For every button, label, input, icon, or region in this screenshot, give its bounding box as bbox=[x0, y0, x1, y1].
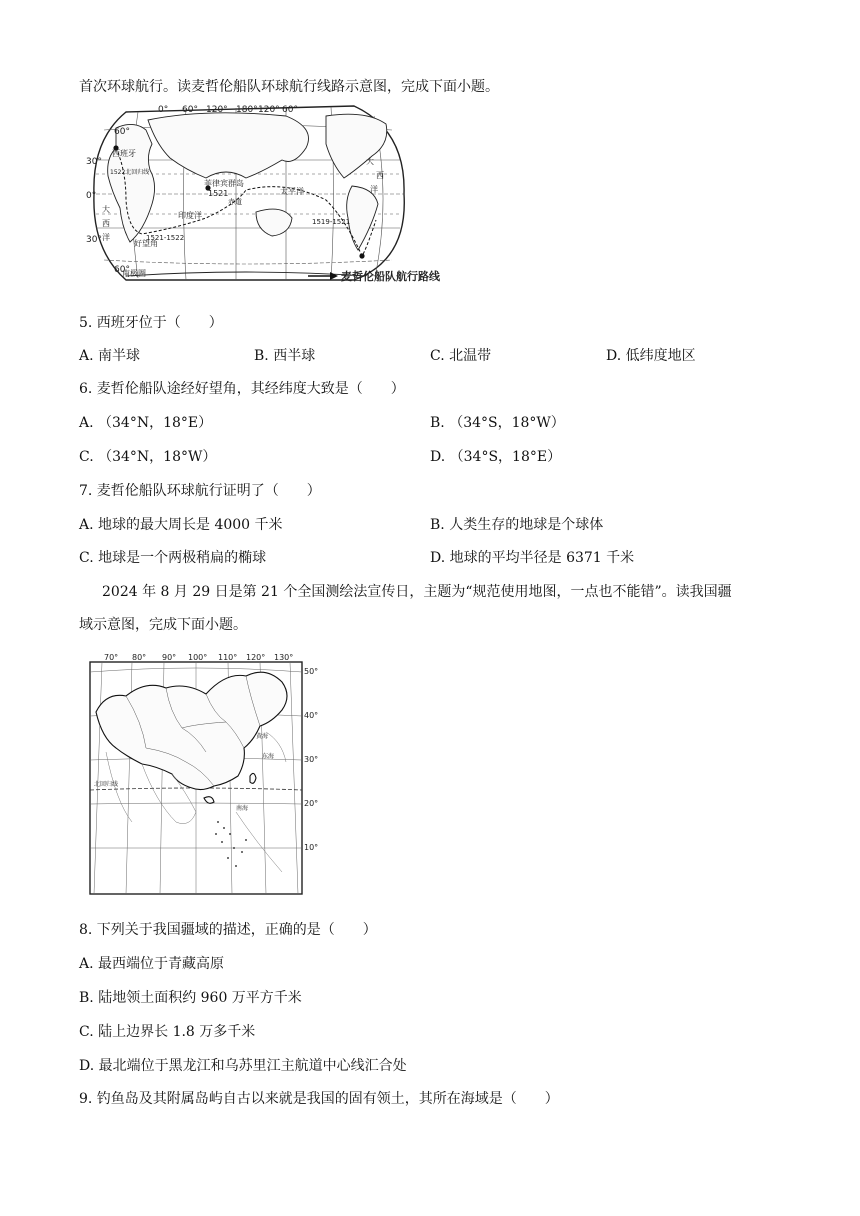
map1-lat-label: 60° bbox=[114, 127, 130, 137]
q9-stem: 9. 钓鱼岛及其附属岛屿自古以来就是我国的固有领土，其所在海域是（ ） bbox=[79, 1091, 559, 1107]
map2-lon-label: 90° bbox=[162, 653, 177, 662]
map1-label-atlantic-right: 大 bbox=[366, 157, 374, 166]
q8-option-a: A. 最西端位于青藏高原 bbox=[79, 956, 225, 972]
q8-option-c: C. 陆上边界长 1.8 万多千米 bbox=[79, 1024, 256, 1040]
map1-legend-label: 麦哲伦船队航行路线 bbox=[341, 270, 440, 283]
q7-stem: 7. 麦哲伦船队环球航行证明了（ ） bbox=[79, 483, 321, 499]
map1-label-antarctic: 南极圈 bbox=[122, 269, 146, 278]
map1-label-indian: 印度洋 bbox=[178, 211, 202, 220]
map2-lon-label: 80° bbox=[132, 653, 147, 662]
map1-label-equator: 赤道 bbox=[228, 198, 242, 206]
map1-label-atlantic-left: 西 bbox=[102, 219, 110, 228]
map1-lat-label: 30° bbox=[86, 157, 102, 167]
china-territory-map bbox=[86, 652, 322, 898]
map1-label-philippines: 菲律宾群岛 bbox=[204, 179, 244, 188]
map2-lat-label: 50° bbox=[304, 667, 319, 676]
map1-label-spain: 西班牙 bbox=[112, 149, 136, 158]
map2-lat-label: 30° bbox=[304, 755, 319, 764]
q6-stem: 6. 麦哲伦船队途经好望角，其经纬度大致是（ ） bbox=[79, 381, 405, 397]
map2-lon-label: 120° bbox=[246, 653, 266, 662]
q6-option-a: A. （34°N，18°E） bbox=[79, 415, 213, 431]
map1-label-atlantic-right: 西 bbox=[376, 171, 384, 180]
map2-lon-label: 100° bbox=[188, 653, 208, 662]
map1-lat-label: 30° bbox=[86, 235, 102, 245]
map1-label-years: 1521-1522 bbox=[146, 234, 185, 242]
map2-label-tropic: 北回归线 bbox=[94, 781, 119, 788]
q5-option-d: D. 低纬度地区 bbox=[606, 348, 696, 364]
q8-stem: 8. 下列关于我国疆域的描述，正确的是（ ） bbox=[79, 922, 377, 938]
map1-label-atlantic-left: 洋 bbox=[102, 233, 110, 242]
map1-label-cape: 好望角 bbox=[134, 239, 158, 248]
q5-option-c: C. 北温带 bbox=[430, 348, 492, 364]
map1-lon-label: 0° bbox=[158, 105, 169, 115]
map1-label-atlantic-left: 大 bbox=[102, 205, 110, 214]
map1-label-atlantic-right: 洋 bbox=[370, 185, 378, 194]
q6-option-b: B. （34°S，18°W） bbox=[430, 415, 565, 431]
map1-lon-label: 60° bbox=[182, 105, 198, 115]
map2-lat-label: 40° bbox=[304, 711, 319, 720]
map1-lon-label: 180° bbox=[236, 105, 258, 115]
map1-lat-label: 60° bbox=[114, 265, 130, 275]
q8-option-d: D. 最北端位于黑龙江和乌苏里江主航道中心线汇合处 bbox=[79, 1058, 407, 1074]
magellan-route-map bbox=[86, 100, 486, 290]
q5-option-a: A. 南半球 bbox=[79, 348, 141, 364]
intro-text-1: 首次环球航行。读麦哲伦船队环球航行线路示意图，完成下面小题。 bbox=[79, 79, 499, 95]
q7-option-a: A. 地球的最大周长是 4000 千米 bbox=[79, 517, 283, 533]
map2-lat-label: 20° bbox=[304, 799, 319, 808]
intro-text-2: 2024 年 8 月 29 日是第 21 个全国测绘法宣传日，主题为“规范使用地图，一点也不能错”。读我国疆 bbox=[102, 584, 732, 600]
q7-option-c: C. 地球是一个两极稍扁的椭球 bbox=[79, 550, 267, 566]
map1-label-years: 1522北回归线 bbox=[110, 169, 150, 176]
map1-lon-label: 60° bbox=[282, 105, 298, 115]
map1-lon-label: 120° bbox=[206, 105, 228, 115]
map2-label-south-sea: 南海 bbox=[236, 805, 249, 812]
map2-lat-label: 10° bbox=[304, 843, 319, 852]
q7-option-d: D. 地球的平均半径是 6371 千米 bbox=[430, 550, 635, 566]
map2-lon-label: 70° bbox=[104, 653, 119, 662]
map1-label-years: 1519-1521 bbox=[312, 218, 351, 226]
q8-option-b: B. 陆地领土面积约 960 万平方千米 bbox=[79, 990, 302, 1006]
map2-label-yellow-sea: 黄海 bbox=[256, 733, 269, 740]
map1-lon-label: 120° bbox=[258, 105, 280, 115]
intro-text-2-cont: 域示意图，完成下面小题。 bbox=[79, 617, 247, 633]
q6-option-d: D. （34°S，18°E） bbox=[430, 449, 562, 465]
map2-lon-label: 110° bbox=[218, 653, 238, 662]
q5-option-b: B. 西半球 bbox=[254, 348, 316, 364]
map1-label-philippines-year: 1521 bbox=[208, 189, 229, 198]
map1-lat-label: 0° bbox=[86, 191, 97, 201]
map2-label-east-sea: 东海 bbox=[262, 753, 275, 760]
q5-stem: 5. 西班牙位于（ ） bbox=[79, 315, 223, 331]
q6-option-c: C. （34°N，18°W） bbox=[79, 449, 217, 465]
map2-lon-label: 130° bbox=[274, 653, 294, 662]
q7-option-b: B. 人类生存的地球是个球体 bbox=[430, 517, 604, 533]
map1-label-pacific: 太平洋 bbox=[280, 187, 304, 196]
